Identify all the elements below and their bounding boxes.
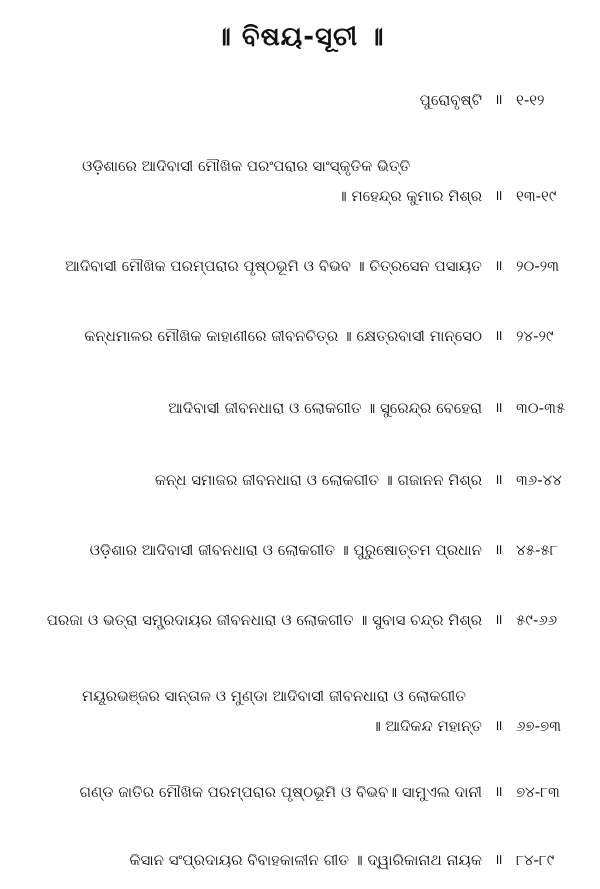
page-range: ୪୫-୫୮ — [516, 541, 558, 559]
page-range: ୧-୧୨ — [516, 91, 545, 109]
toc-entry-line — [0, 394, 600, 422]
toc-entry — [0, 778, 600, 812]
toc-entry-line — [0, 606, 600, 634]
toc-entry-author: ॥ ମହେନ୍ଦ୍ର କୁମାର ମିଶ୍ର — [337, 187, 482, 205]
page-range: ୧୩-୧୯ — [516, 187, 557, 205]
separator-mark: ॥ — [494, 718, 502, 734]
toc-entry — [0, 86, 600, 120]
toc-entry-title: ଗଣ୍ଡ ଜାତିର ମୌଖିକ ପରମ୍ପରାର ପୃଷ୍ଠଭୂମି ଓ ବିଭବ॥ ସାମୁଏଲ ଦାନୀ — [79, 783, 482, 801]
separator-mark: ॥ — [494, 852, 502, 868]
toc-entry-line — [0, 152, 600, 180]
page-range: ୭୪-୮୩ — [516, 783, 560, 801]
toc-entry-line — [0, 466, 600, 494]
separator-mark: ॥ — [494, 400, 502, 416]
toc-entry-line — [0, 86, 600, 114]
toc-entry-title: କିସାନ ସଂପ୍ରଦାୟର ବିବାହକାଳୀନ ଗୀତ ॥ ଦ୍ୱାରିକାନାଥ ନାୟକ — [129, 851, 482, 869]
toc-entry — [0, 322, 600, 356]
toc-entry — [0, 536, 600, 570]
separator-mark: ॥ — [494, 784, 502, 800]
separator-mark: ॥ — [494, 258, 502, 274]
toc-entry-line — [0, 778, 600, 806]
toc-entry-title: ଆଦିବାସୀ ମୌଖିକ ପରମ୍ପରାର ପୃଷ୍ଠଭୂମି ଓ ବିଭବ ॥ ଚିତ୍ରସେନ ପସାୟତ — [65, 257, 482, 275]
page-range: ୬୭-୭୩ — [516, 717, 561, 735]
page-range: ୮୪-୮୯ — [516, 851, 555, 869]
toc-entry-line — [0, 322, 600, 350]
toc-entry-title: ଓଡ଼ିଶାରେ ଆଦିବାସୀ ମୌଖିକ ପରଂପରାର ସାଂସ୍କୃତିକ ଭିତ୍ତି — [82, 157, 411, 175]
toc-entry-line — [0, 846, 600, 874]
toc-entry — [0, 252, 600, 286]
toc-entry-author: ॥ ଆଦିକନ୍ଦ ମହାନ୍ତ — [371, 717, 482, 735]
toc-entry — [0, 846, 600, 880]
page-range: ୫୯-୬୬ — [516, 611, 558, 629]
page-range: ୩୦-୩୫ — [516, 399, 566, 417]
toc-entry-title: କନ୍ଧମାଳର ମୌଖିକ କାହାଣୀରେ ଜୀବନଚିତ୍ର ॥ କ୍ଷେତ୍ରବାସୀ ମାନ୍‌ସେଠ — [84, 327, 482, 345]
toc-entry — [0, 394, 600, 428]
toc-entry-line — [0, 682, 600, 710]
separator-mark: ॥ — [494, 328, 502, 344]
separator-mark: ॥ — [494, 612, 502, 628]
separator-mark: ॥ — [494, 472, 502, 488]
separator-mark: ॥ — [494, 542, 502, 558]
page-range: ୨୦-୨୩ — [516, 257, 560, 275]
page-range: ୨୪-୨୯ — [516, 327, 554, 345]
toc-entry — [0, 152, 600, 212]
toc-entry-line — [0, 712, 600, 740]
toc-entry-title: ଆଦିବାସୀ ଜୀବନଧାରା ଓ ଲୋକଗୀତ ॥ ସୁରେନ୍ଦ୍ର ବେହେରା — [168, 399, 482, 417]
toc-entry-title: ମୟୂରଭଞ୍ଜର ସାନ୍ତାଳ ଓ ମୁଣ୍ଡା ଆଦିବାସୀ ଜୀବନଧାରା ଓ ଲୋକଗୀତ — [82, 687, 466, 705]
toc-entry-line — [0, 182, 600, 210]
page-range: ୩୬-୪୪ — [516, 471, 562, 489]
toc-entry — [0, 682, 600, 742]
separator-mark: ॥ — [494, 92, 502, 108]
toc-entry-title: ପୁରୋବୃଷ୍ଟି — [419, 91, 482, 109]
toc-entry-title: ପରଜା ଓ ଭତ୍ରା ସମ୍ପ୍ରଦାୟର ଜୀବନଧାରା ଓ ଲୋକଗୀତ ॥ ସୁବାସ ଚନ୍ଦ୍ର ମିଶ୍ର — [46, 611, 482, 629]
toc-entry-title: କନ୍ଧ ସମାଜର ଜୀବନଧାରା ଓ ଲୋକଗୀତ ॥ ଗଜାନନ ମିଶ୍ର — [154, 471, 482, 489]
toc-entry-title: ଓଡ଼ିଶାର ଆଦିବାସୀ ଜୀବନଧାରା ଓ ଲୋକଗୀତ ॥ ପୁରୁଷୋତ୍ତମ ପ୍ରଧାନ — [89, 541, 482, 559]
separator-mark: ॥ — [494, 188, 502, 204]
page-title: ॥ ବିଷୟ-ସୂଚୀ ॥ — [215, 22, 385, 52]
toc-entry-line — [0, 536, 600, 564]
toc-entry-line — [0, 252, 600, 280]
toc-entry — [0, 466, 600, 500]
toc-entry — [0, 606, 600, 640]
